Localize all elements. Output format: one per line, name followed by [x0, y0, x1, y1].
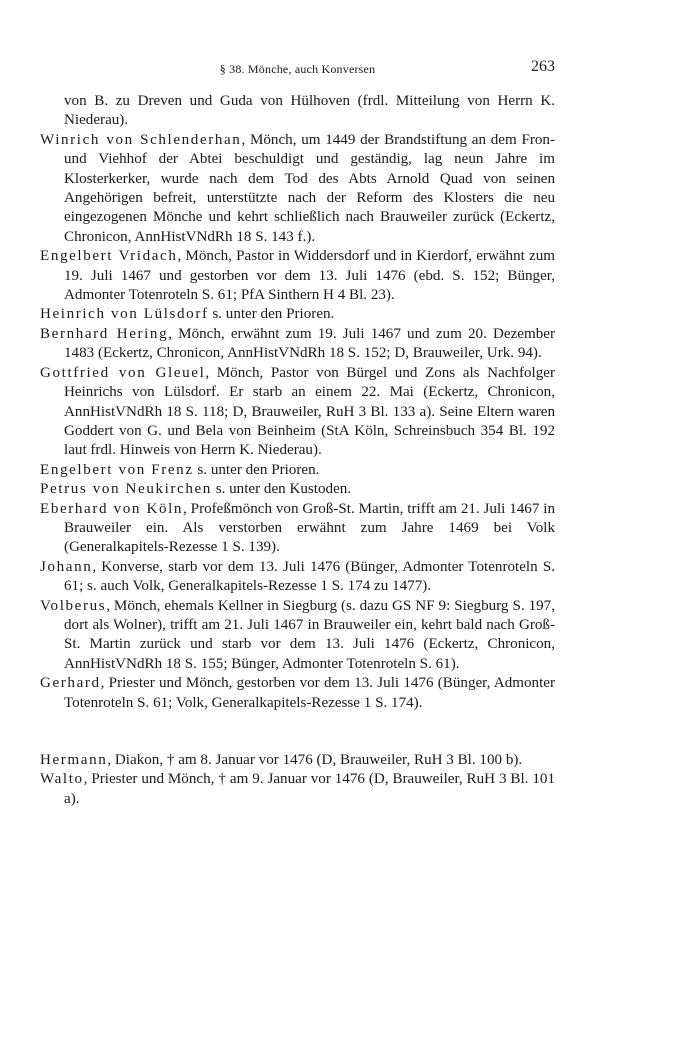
entry-text: , Mönch, erwähnt zum 19. Juli 1467 und zum 20. Dezember 1483 (Eckertz, Chronicon, AnnHistVNdRh 18 S. 152; D, Brauweiler, Urk. 94).: [64, 325, 555, 362]
entry-text: , Mönch, Pastor von Bürgel und Zons als Nachfolger Heinrichs von Lülsdorf. Er starb an einem 22. Mai (Eckertz, Chronicon, AnnHistVNdRh 18 S. 118; D, Brauweiler, RuH 3 Bl. 133 a). Seine Eltern waren Goddert von G. und Bela von Beinheim (StA Köln, Schreinsbuch 354 Bl. 192 laut frdl. Hinweis von Herrn K. Niederau).: [64, 364, 555, 459]
entry-name: Engelbert Vridach: [40, 248, 178, 265]
entry-name: Heinrich von Lülsdorf: [40, 306, 209, 323]
entry-text: , Mönch, um 1449 der Brandstiftung an dem Fron- und Viehhof der Abtei beschuldigt und geständig, lag neun Jahre im Klosterkerker, wurde nach dem Tod des Abts Arnold Quad von seinen Angehörigen befreit, unterstützte nach der Reform des Klosters die neu eingezogenen Mönche und kehrt schließlich nach Brauweiler zurück (Eckertz, Chronicon, AnnHistVNdRh 18 S. 143 f.).: [64, 131, 555, 245]
entry-name: Volberus: [40, 597, 107, 614]
entry: [40, 770, 555, 809]
entry: [40, 751, 555, 770]
entry: [40, 674, 555, 713]
entry-text: , Priester und Mönch, gestorben vor dem 13. Juli 1476 (Bünger, Admonter Totenroteln S. 61; Volk, Generalkapitels-Rezesse 1 S. 174).: [64, 675, 555, 711]
entry: [40, 480, 555, 499]
entry-text: , Diakon, † am 8. Januar vor 1476 (D, Brauweiler, RuH 3 Bl. 100 b).: [107, 752, 523, 768]
section-gap: [40, 713, 555, 751]
entry-text: , Profeßmönch von Groß-St. Martin, trifft am 21. Juli 1467 in Brauweiler ein. Als verstorben erwähnt zum Jahre 1469 bei Volk (Generalkapitels-Rezesse 1 S. 139).: [64, 500, 555, 556]
entry: [40, 131, 555, 247]
entry-name: Johann: [40, 558, 93, 575]
entry-continuation: [40, 92, 555, 131]
entry-name: Bernhard Hering: [40, 325, 169, 342]
entry-text: s. unter den Prioren.: [193, 461, 320, 478]
entry-text: , Mönch, ehemals Kellner in Siegburg (s. dazu GS NF 9: Siegburg S. 197, dort als Wolner), trifft am 21. Juli 1467 in Brauweiler ein, kehrt bald nach Groß-St. Martin zurück und starb vor dem 13. Juli 1476 (Eckertz, Chronicon, AnnHistVNdRh 18 S. 155; Bünger, Admonter Totenroteln S. 61).: [64, 597, 555, 672]
entry-text: , Konverse, starb vor dem 13. Juli 1476 (Bünger, Admonter Totenroteln S. 61; s. auch Volk, Generalkapitels-Rezesse 1 S. 174 zu 1477).: [64, 558, 555, 595]
entry-name: Engelbert von Frenz: [40, 461, 194, 478]
page-number: 263: [531, 58, 555, 75]
entry: [40, 247, 555, 305]
entry-name: Walto: [40, 771, 84, 788]
entry-text: , Mönch, Pastor in Widdersdorf und in Kierdorf, erwähnt zum 19. Juli 1467 und gestorben vor dem 13. Juli 1476 (ebd. S. 152; Bünger, Admonter Totenroteln S. 61; PfA Sinthern H 4 Bl. 23).: [64, 248, 555, 304]
entry: [40, 558, 555, 597]
entry-text: von B. zu Dreven und Guda von Hülhoven (frdl. Mitteilung von Herrn K. Niederau).: [64, 93, 555, 129]
entry-list: [40, 92, 555, 809]
entry-text: s. unter den Prioren.: [208, 306, 335, 323]
entry: [40, 461, 555, 480]
entry-name: Gottfried von Gleuel: [40, 364, 206, 381]
entry-name: Eberhard von Köln: [40, 500, 184, 517]
running-head: [40, 58, 555, 82]
entry: [40, 364, 555, 461]
entry-text: , Priester und Mönch, † am 9. Januar vor 1476 (D, Brauweiler, RuH 3 Bl. 101 a).: [64, 771, 555, 807]
entry-name: Petrus von Neukirchen: [40, 481, 212, 498]
entry: [40, 500, 555, 558]
entry: [40, 597, 555, 675]
entry-name: Winrich von Schlenderhan: [40, 131, 242, 148]
entry-text: s. unter den Kustoden.: [211, 481, 352, 498]
entry-name: Gerhard: [40, 675, 101, 692]
entry: [40, 305, 555, 324]
entry-name: Hermann: [40, 752, 108, 768]
running-head-title: § 38. Mönche, auch Konversen: [219, 62, 376, 76]
entry: [40, 325, 555, 364]
